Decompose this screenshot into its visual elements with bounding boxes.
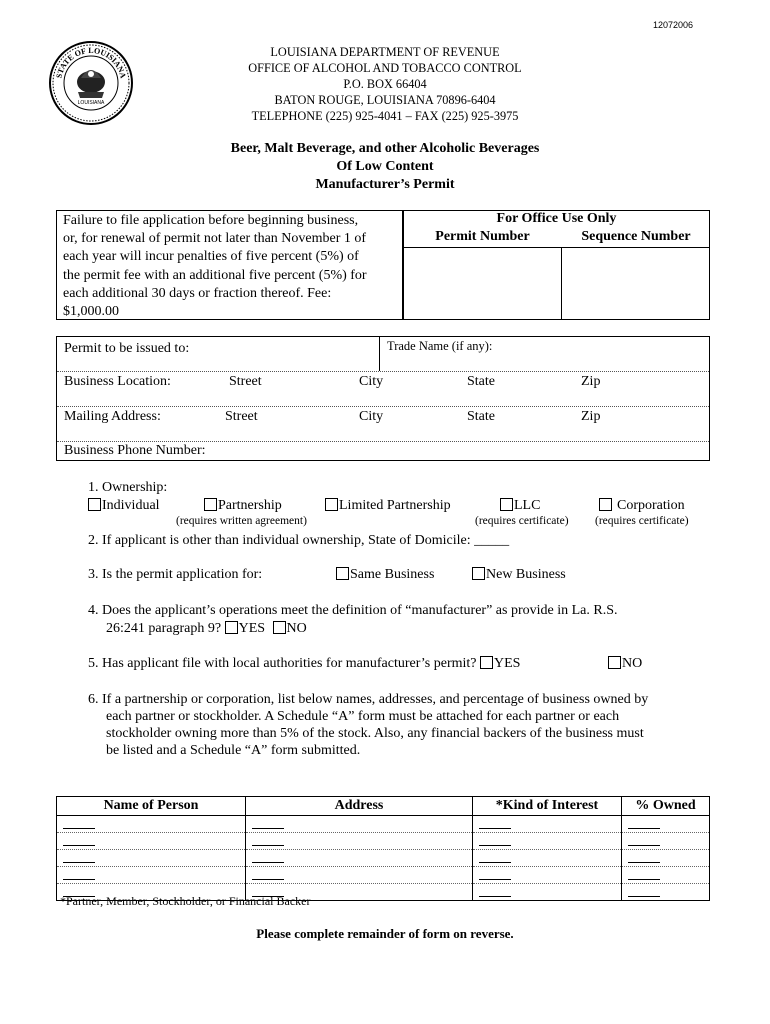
manufacturer-yes-checkbox[interactable]: [225, 621, 238, 634]
table-row[interactable]: [57, 833, 710, 850]
notice-line: $1,000.00: [63, 304, 119, 320]
form-title: [0, 140, 770, 194]
instructions-line: each partner or stockholder. A Schedule “A” form must be attached for each partner or each: [106, 709, 620, 724]
no-label: NO: [622, 656, 643, 671]
state-label: State: [467, 374, 495, 389]
column-header: Address: [246, 797, 473, 816]
partnership-note: (requires written agreement): [176, 515, 307, 527]
header-line: BATON ROUGE, LOUISIANA 70896-6404: [274, 93, 496, 107]
individual-label: Individual: [102, 498, 160, 513]
partnership-label: Partnership: [218, 498, 282, 513]
title-line: Beer, Malt Beverage, and other Alcoholic Beverages: [230, 141, 540, 156]
ownership-llc[interactable]: [500, 497, 540, 514]
limited-partnership-label: Limited Partnership: [339, 498, 451, 513]
yes-label: YES: [494, 656, 521, 671]
new-business-checkbox[interactable]: [472, 567, 485, 580]
ownership-individual[interactable]: [88, 497, 160, 514]
seal-outer-text: STATE OF LOUISIANA: [54, 45, 128, 80]
column-header: *Kind of Interest: [473, 797, 622, 816]
header-line: OFFICE OF ALCOHOL AND TOBACCO CONTROL: [248, 61, 522, 75]
new-business-label: New Business: [486, 567, 566, 582]
street-label: Street: [225, 409, 258, 424]
street-label: Street: [229, 374, 262, 389]
same-business-label: Same Business: [350, 567, 435, 582]
llc-checkbox[interactable]: [500, 498, 513, 511]
column-header: Name of Person: [57, 797, 246, 816]
individual-checkbox[interactable]: [88, 498, 101, 511]
office-use-heading: For Office Use Only: [496, 211, 617, 226]
no-label: NO: [286, 621, 307, 636]
city-label: City: [359, 409, 384, 424]
application-type-question: 3. Is the permit application for:: [88, 567, 263, 582]
corporation-label: Corporation: [617, 498, 685, 513]
notice-line: or, for renewal of permit not later than November 1 of: [63, 231, 367, 247]
seal-inner-text: LOUISIANA: [77, 100, 105, 106]
llc-label: LLC: [514, 498, 541, 513]
instructions-line: be listed and a Schedule “A” form submitted.: [106, 743, 361, 758]
limited-partnership-checkbox[interactable]: [325, 498, 338, 511]
manufacturer-question: 4. Does the applicant’s operations meet the definition of “manufacturer” as provide in La. R.S.: [88, 603, 618, 618]
business-location-label: Business Location:: [64, 374, 171, 389]
notice-line: Failure to file application before beginning business,: [63, 213, 359, 228]
same-business-option[interactable]: [336, 566, 434, 583]
ownership-partnership[interactable]: [204, 497, 282, 514]
mailing-address-label: Mailing Address:: [64, 409, 161, 424]
header-line: TELEPHONE (225) 925-4041 – FAX (225) 925-3975: [251, 109, 519, 123]
partnership-checkbox[interactable]: [204, 498, 217, 511]
filing-notice: [56, 210, 403, 320]
same-business-checkbox[interactable]: [336, 567, 349, 580]
table-row[interactable]: [57, 816, 710, 833]
yes-label: YES: [238, 621, 266, 636]
reverse-notice: Please complete remainder of form on reverse.: [256, 926, 514, 941]
interest-footnote: *Partner, Member, Stockholder, or Financial Backer: [60, 894, 311, 908]
notice-line: each year will incur penalties of five percent (5%) of: [63, 249, 359, 265]
trade-name-label: Trade Name (if any):: [387, 339, 493, 353]
form-code: 12072006: [652, 20, 693, 30]
business-location-row[interactable]: [57, 372, 709, 406]
local-permit-question: [88, 655, 520, 672]
agency-header: [0, 44, 770, 124]
header-line: P.O. BOX 66404: [343, 77, 427, 91]
corporation-checkbox[interactable]: [599, 498, 612, 511]
notice-line: the permit fee with an additional five percent (5%) for: [63, 267, 367, 283]
manufacturer-question-text: 26:241 paragraph 9?: [106, 621, 222, 636]
column-header: % Owned: [622, 797, 710, 816]
office-use-box: [403, 210, 710, 320]
manufacturer-question-line2: [106, 620, 307, 637]
zip-label: Zip: [581, 409, 601, 424]
permit-number-label: Permit Number: [435, 229, 530, 244]
ownership-corporation[interactable]: [599, 497, 685, 514]
table-row[interactable]: [57, 867, 710, 884]
state-label: State: [467, 409, 495, 424]
ownership-label: 1. Ownership:: [88, 480, 168, 495]
permit-to-label: Permit to be issued to:: [64, 341, 190, 356]
phone-row[interactable]: [57, 442, 709, 461]
zip-label: Zip: [581, 374, 601, 389]
local-permit-no-option[interactable]: [608, 655, 642, 672]
mailing-address-row[interactable]: [57, 407, 709, 441]
sequence-number-label: Sequence Number: [581, 229, 691, 244]
business-phone-label: Business Phone Number:: [64, 443, 206, 458]
ownership-listing-instructions: [88, 691, 648, 759]
llc-note: (requires certificate): [475, 515, 569, 527]
title-line: Manufacturer’s Permit: [315, 177, 455, 192]
domicile-question: 2. If applicant is other than individual ownership, State of Domicile: _____: [88, 533, 510, 548]
owners-table: [56, 796, 710, 901]
title-line: Of Low Content: [336, 159, 434, 174]
ownership-limited-partnership[interactable]: [325, 497, 451, 514]
business-info-box: [56, 336, 710, 461]
instructions-line: stockholder owning more than 5% of the stock. Also, any financial backers of the business must: [106, 726, 644, 741]
manufacturer-no-checkbox[interactable]: [273, 621, 286, 634]
local-permit-yes-checkbox[interactable]: [480, 656, 493, 669]
city-label: City: [359, 374, 384, 389]
corporation-note: (requires certificate): [595, 515, 689, 527]
header-line: LOUISIANA DEPARTMENT OF REVENUE: [270, 45, 500, 59]
instructions-line: 6. If a partnership or corporation, list below names, addresses, and percentage of business owned by: [88, 692, 649, 707]
notice-line: each additional 30 days or fraction thereof. Fee:: [63, 285, 332, 301]
local-permit-question-text: 5. Has applicant file with local authorities for manufacturer’s permit?: [88, 656, 477, 671]
local-permit-no-checkbox[interactable]: [608, 656, 621, 669]
new-business-option[interactable]: [472, 566, 566, 583]
table-row[interactable]: [57, 850, 710, 867]
